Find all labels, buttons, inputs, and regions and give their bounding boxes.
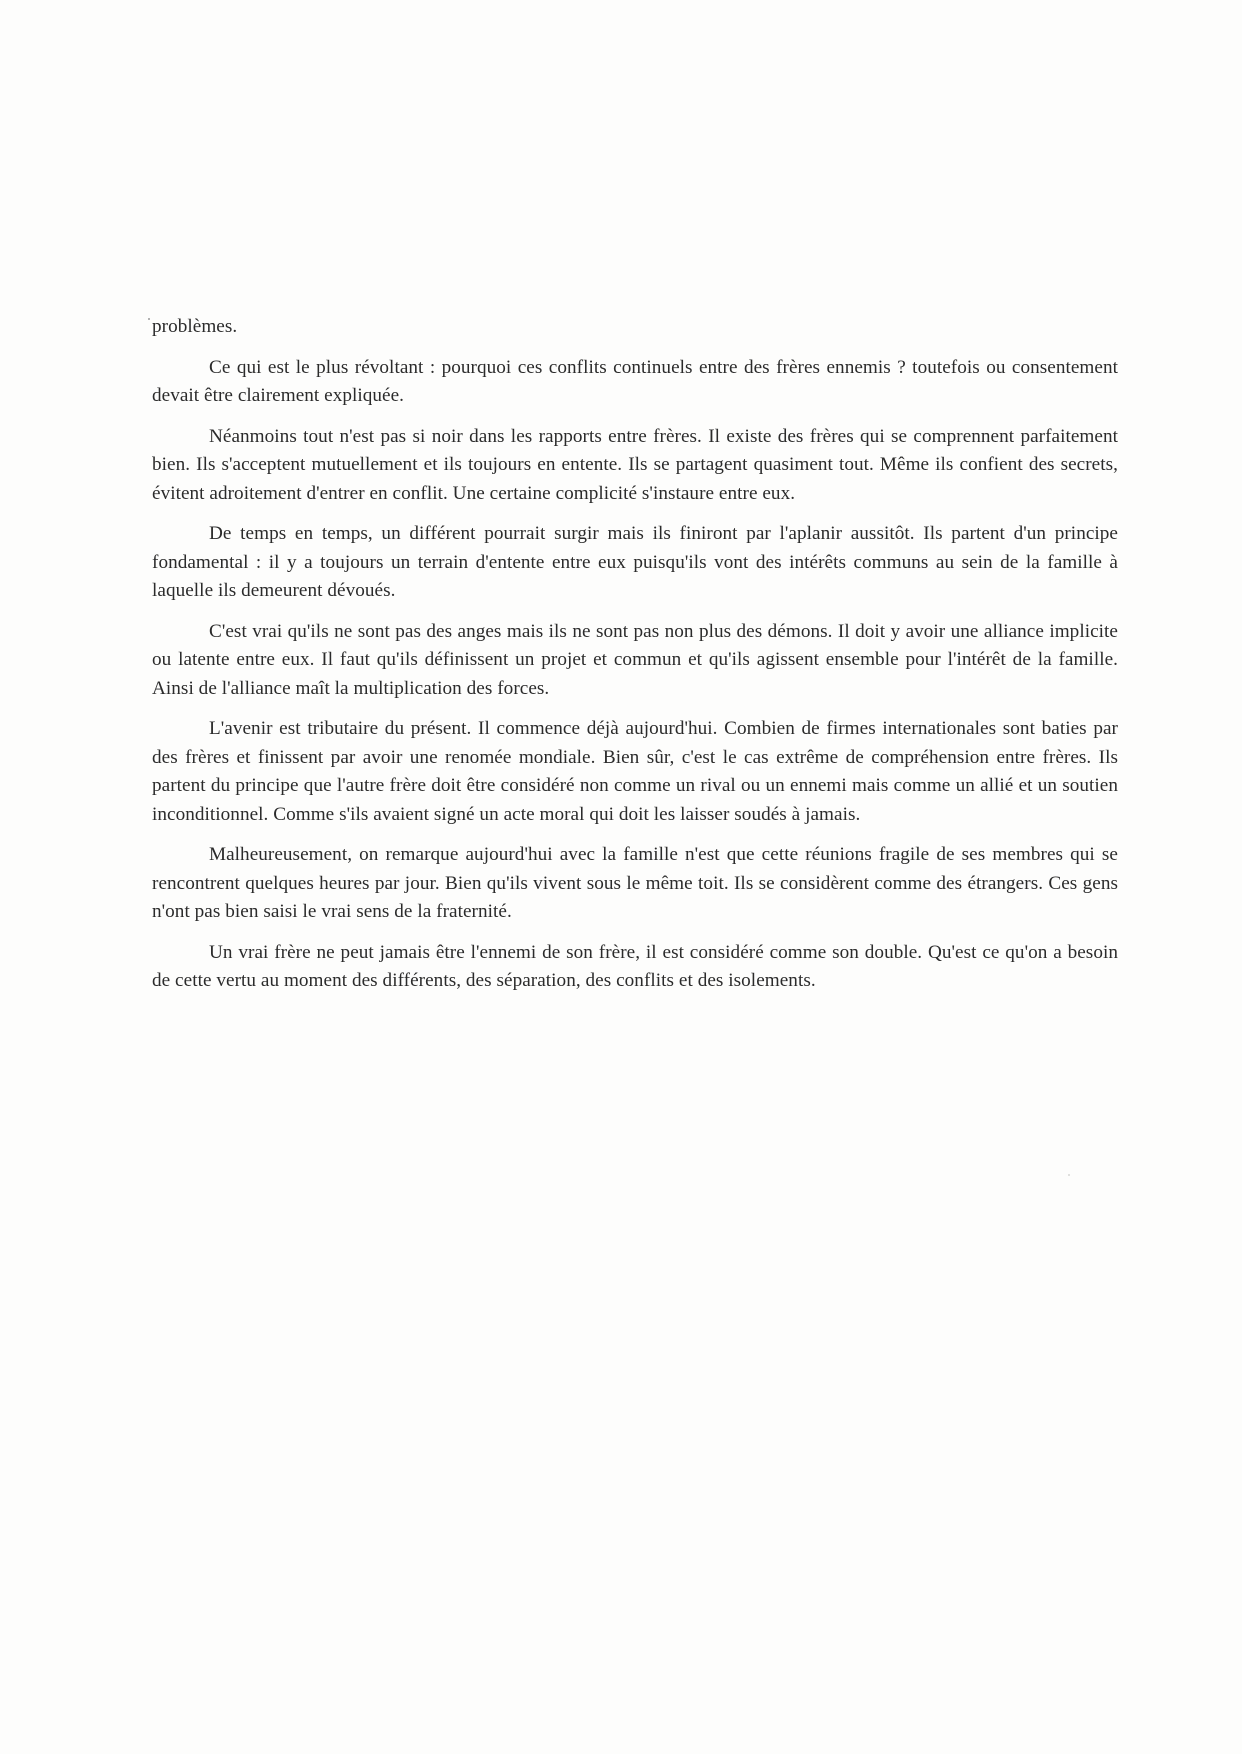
paragraph-7: Malheureusement, on remarque aujourd'hui avec la famille n'est que cette réunions fragile de ses membres qui se rencontrent quelques heures par jour. Bien qu'ils vivent sous le même toit. Ils se considèrent comme des étrangers. Ces gens n'ont pas bien saisi le vrai sens de la fraternité. <box>152 844 1118 922</box>
scan-speck <box>1068 1174 1070 1176</box>
paragraph-3: Néanmoins tout n'est pas si noir dans les rapports entre frères. Il existe des frères qui se comprennent parfaitement bien. Ils s'acceptent mutuellement et ils toujours en entente. Ils se partagent quasiment tout. Même ils confient des secrets, évitent adroitement d'entrer en conflit. Une certaine complicité s'instaure entre eux. <box>152 425 1118 504</box>
scan-speck <box>148 318 150 320</box>
paragraph-5: C'est vrai qu'ils ne sont pas des anges mais ils ne sont pas non plus des démons. Il doit y avoir une alliance implicite ou latente entre eux. Il faut qu'ils définissent un projet et commun et qu'ils agissent ensemble pour l'intérêt de la famille. Ainsi de l'alliance maît la multiplication des forces. <box>152 620 1118 699</box>
paragraph-8: Un vrai frère ne peut jamais être l'ennemi de son frère, il est considéré comme son double. Qu'est ce qu'on a besoin de cette vertu au moment des différents, des séparation, des conflits et des isolements. <box>152 941 1118 991</box>
paragraph-4: De temps en temps, un différent pourrait surgir mais ils finiront par l'aplanir aussitôt. Ils partent d'un principe fondamental : il y a toujours un terrain d'entente entre eux puisqu'ils vont des intérêts communs au sein de la famille à laquelle ils demeurent dévoués. <box>152 523 1118 601</box>
paragraph-2: Ce qui est le plus révoltant : pourquoi ces conflits continuels entre des frères ennemis ? toutefois ou consentement devait être clairement expliquée. <box>152 356 1118 406</box>
document-body <box>152 313 1118 1008</box>
paragraph-6: L'avenir est tributaire du présent. Il commence déjà aujourd'hui. Combien de firmes internationales sont baties par des frères et finissent par avoir une renomée mondiale. Bien sûr, c'est le cas extrême de compréhension entre frères. Ils partent du principe que l'autre frère doit être considéré non comme un rival ou un ennemi mais comme un allié et un soutien inconditionnel. Comme s'ils avaient signé un acte moral qui doit les laisser soudés à jamais. <box>152 718 1118 825</box>
paragraph-continued: problèmes. <box>152 316 238 337</box>
